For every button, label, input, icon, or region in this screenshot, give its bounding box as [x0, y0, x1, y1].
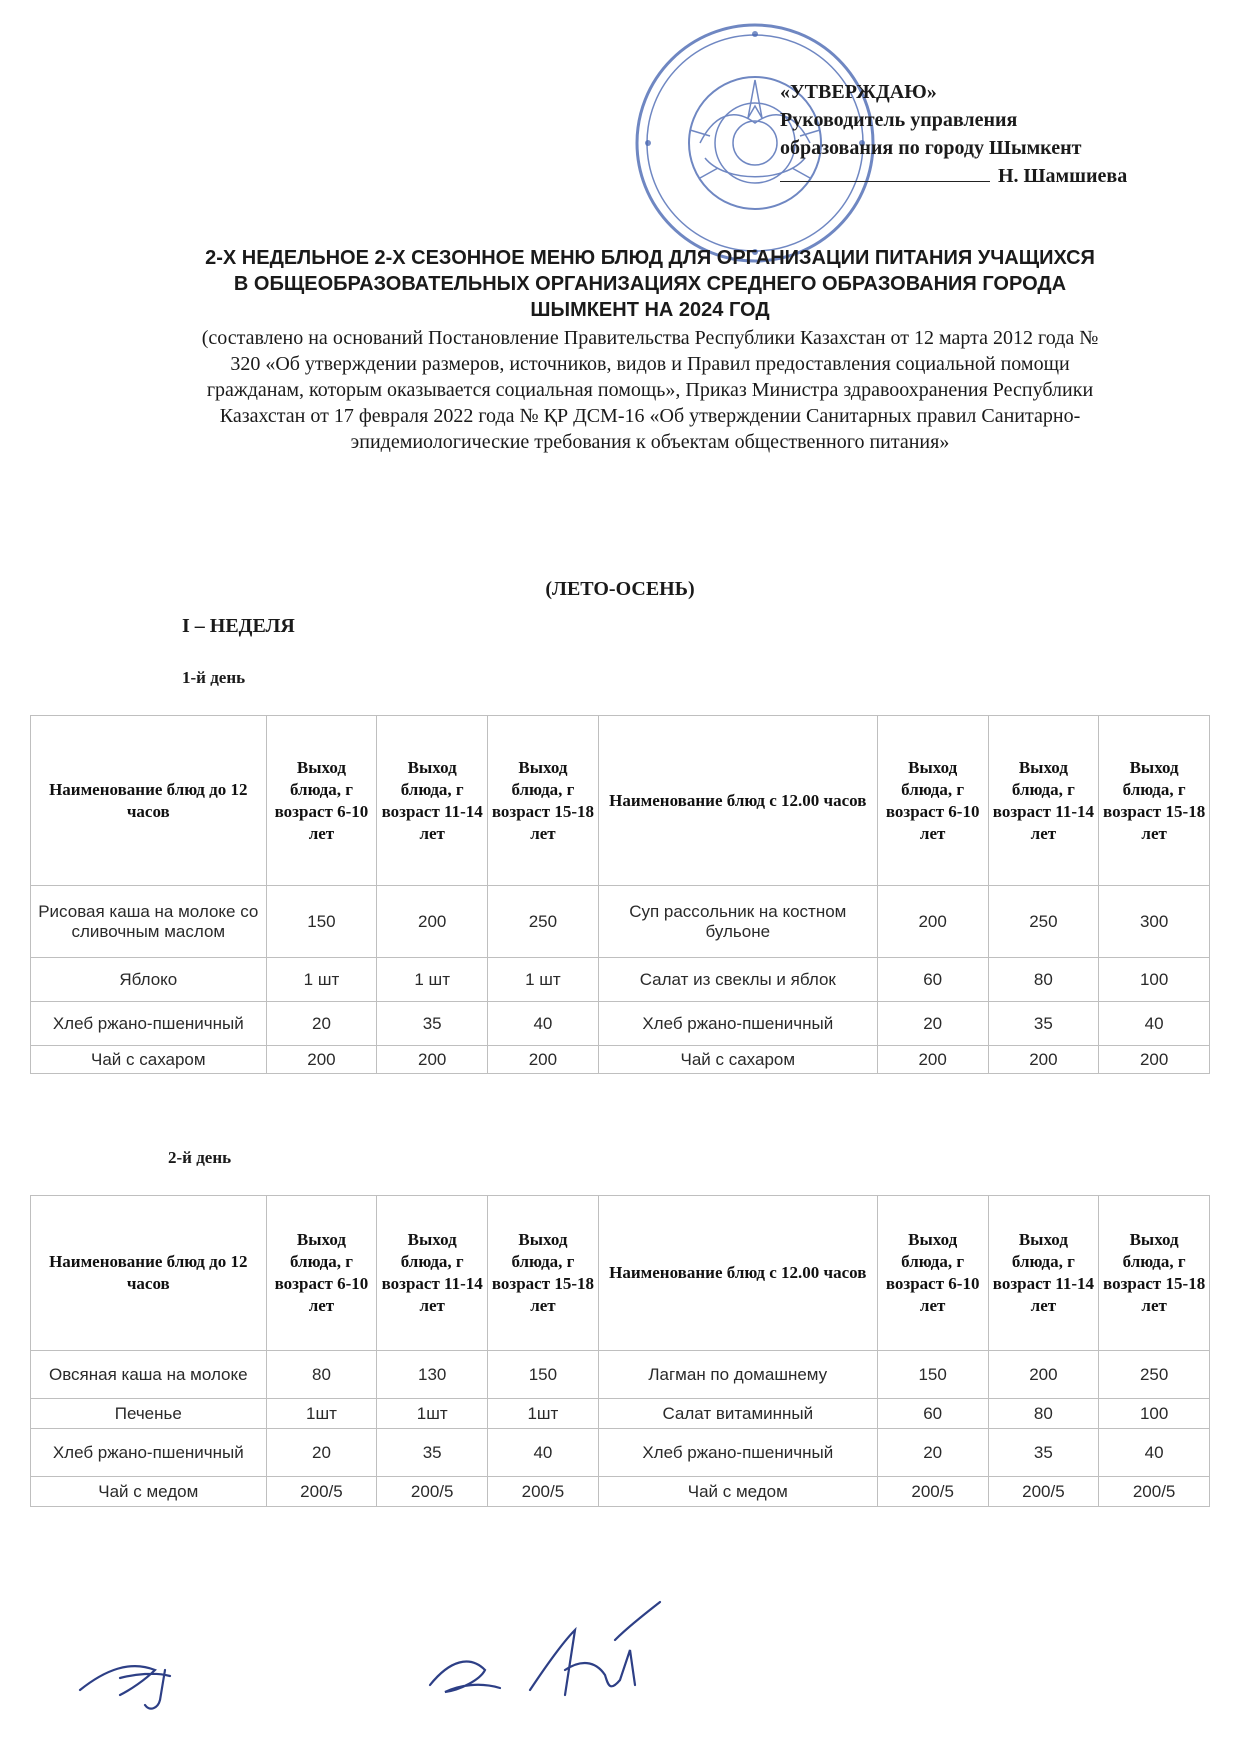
header-yield-11-14: Выход блюда, г возраст 11-14 лет — [377, 1196, 488, 1351]
yield-cell: 1 шт — [266, 958, 377, 1002]
dish-cell: Чай с медом — [598, 1477, 877, 1507]
approval-heading: «УТВЕРЖДАЮ» — [780, 81, 937, 103]
day-1-label: 1-й день — [182, 668, 246, 687]
yield-cell: 80 — [988, 1399, 1099, 1429]
menu-table-day-1 — [30, 715, 1210, 1074]
document-basis: (составлено на оснований Постановление Правительства Республики Казахстан от 12 марта 2012 года № 320 «Об утверждении размеров, источников, видов и Правил предоставления социальной помощи гражданам, которым оказывается социальная помощь», Приказ Министра здравоохранения Республики Казахстан от 17 февраля 2022 года № ҚР ДСМ-16 «Об утверждении Санитарных правил Санитарно-эпидемиологические требования к объектам общественного питания» — [201, 327, 1099, 453]
header-yield-15-18: Выход блюда, г возраст 15-18 лет — [1099, 1196, 1210, 1351]
approval-block — [780, 78, 1160, 190]
header-dish-after-12: Наименование блюд с 12.00 часов — [598, 1196, 877, 1351]
header-dish-before-12: Наименование блюд до 12 часов — [31, 1196, 267, 1351]
table-row — [31, 886, 1210, 958]
yield-cell: 80 — [266, 1351, 377, 1399]
yield-cell: 200 — [1099, 1046, 1210, 1074]
yield-cell: 20 — [266, 1002, 377, 1046]
yield-cell: 20 — [877, 1429, 988, 1477]
yield-cell: 130 — [377, 1351, 488, 1399]
yield-cell: 300 — [1099, 886, 1210, 958]
approval-position-line1: Руководитель управления — [780, 109, 1018, 131]
yield-cell: 80 — [988, 958, 1099, 1002]
header-dish-before-12: Наименование блюд до 12 часов — [31, 716, 267, 886]
yield-cell: 40 — [488, 1002, 599, 1046]
dish-cell: Хлеб ржано-пшеничный — [598, 1002, 877, 1046]
header-yield-11-14: Выход блюда, г возраст 11-14 лет — [988, 1196, 1099, 1351]
header-yield-6-10: Выход блюда, г возраст 6-10 лет — [266, 1196, 377, 1351]
yield-cell: 20 — [266, 1429, 377, 1477]
yield-cell: 250 — [1099, 1351, 1210, 1399]
dish-cell: Лагман по домашнему — [598, 1351, 877, 1399]
yield-cell: 250 — [488, 886, 599, 958]
signature-line — [780, 181, 990, 182]
yield-cell: 100 — [1099, 958, 1210, 1002]
table-row — [31, 1046, 1210, 1074]
yield-cell: 150 — [266, 886, 377, 958]
dish-cell: Чай с сахаром — [31, 1046, 267, 1074]
dish-cell: Чай с медом — [31, 1477, 267, 1507]
table-row — [31, 958, 1210, 1002]
yield-cell: 200/5 — [877, 1477, 988, 1507]
day-2-label: 2-й день — [168, 1148, 232, 1167]
yield-cell: 35 — [988, 1429, 1099, 1477]
yield-cell: 200 — [988, 1046, 1099, 1074]
approval-position-line2: образования по городу Шымкент — [780, 137, 1082, 159]
header-yield-11-14: Выход блюда, г возраст 11-14 лет — [988, 716, 1099, 886]
yield-cell: 1 шт — [488, 958, 599, 1002]
yield-cell: 200/5 — [988, 1477, 1099, 1507]
yield-cell: 200 — [377, 1046, 488, 1074]
yield-cell: 200/5 — [1099, 1477, 1210, 1507]
yield-cell: 200/5 — [488, 1477, 599, 1507]
yield-cell: 40 — [1099, 1002, 1210, 1046]
dish-cell: Овсяная каша на молоке — [31, 1351, 267, 1399]
yield-cell: 35 — [377, 1429, 488, 1477]
header-yield-6-10: Выход блюда, г возраст 6-10 лет — [266, 716, 377, 886]
header-yield-6-10: Выход блюда, г возраст 6-10 лет — [877, 1196, 988, 1351]
header-yield-15-18: Выход блюда, г возраст 15-18 лет — [488, 716, 599, 886]
dish-cell: Печенье — [31, 1399, 267, 1429]
header-yield-15-18: Выход блюда, г возраст 15-18 лет — [1099, 716, 1210, 886]
handwritten-signatures — [60, 1600, 780, 1720]
season-heading: (ЛЕТО-ОСЕНЬ) — [545, 578, 695, 600]
dish-cell: Яблоко — [31, 958, 267, 1002]
yield-cell: 150 — [877, 1351, 988, 1399]
header-yield-15-18: Выход блюда, г возраст 15-18 лет — [488, 1196, 599, 1351]
dish-cell: Салат из свеклы и яблок — [598, 958, 877, 1002]
dish-cell: Хлеб ржано-пшеничный — [31, 1429, 267, 1477]
dish-cell: Рисовая каша на молоке со сливочным маслом — [31, 886, 267, 958]
yield-cell: 200/5 — [377, 1477, 488, 1507]
table-row — [31, 1399, 1210, 1429]
yield-cell: 40 — [1099, 1429, 1210, 1477]
week-heading: I – НЕДЕЛЯ — [182, 615, 295, 637]
yield-cell: 20 — [877, 1002, 988, 1046]
yield-cell: 1шт — [266, 1399, 377, 1429]
header-yield-11-14: Выход блюда, г возраст 11-14 лет — [377, 716, 488, 886]
yield-cell: 35 — [377, 1002, 488, 1046]
yield-cell: 150 — [488, 1351, 599, 1399]
table-header-row — [31, 1196, 1210, 1351]
yield-cell: 100 — [1099, 1399, 1210, 1429]
table-row — [31, 1477, 1210, 1507]
dish-cell: Чай с сахаром — [598, 1046, 877, 1074]
yield-cell: 200 — [266, 1046, 377, 1074]
yield-cell: 60 — [877, 958, 988, 1002]
yield-cell: 250 — [988, 886, 1099, 958]
dish-cell: Салат витаминный — [598, 1399, 877, 1429]
yield-cell: 200 — [877, 1046, 988, 1074]
menu-table-day-2 — [30, 1195, 1210, 1507]
table-row — [31, 1002, 1210, 1046]
yield-cell: 40 — [488, 1429, 599, 1477]
yield-cell: 1шт — [377, 1399, 488, 1429]
dish-cell: Хлеб ржано-пшеничный — [31, 1002, 267, 1046]
table-row — [31, 1429, 1210, 1477]
approval-signature-row — [780, 162, 1160, 190]
dish-cell: Суп рассольник на костном бульоне — [598, 886, 877, 958]
approver-name: Н. Шамшиева — [998, 165, 1128, 187]
header-dish-after-12: Наименование блюд с 12.00 часов — [598, 716, 877, 886]
yield-cell: 200 — [488, 1046, 599, 1074]
header-yield-6-10: Выход блюда, г возраст 6-10 лет — [877, 716, 988, 886]
yield-cell: 200 — [377, 886, 488, 958]
table-header-row — [31, 716, 1210, 886]
yield-cell: 1 шт — [377, 958, 488, 1002]
document-title: 2-Х НЕДЕЛЬНОЕ 2-Х СЕЗОННОЕ МЕНЮ БЛЮД ДЛЯ ОРГАНИЗАЦИИ ПИТАНИЯ УЧАЩИХСЯ В ОБЩЕОБРАЗОВАТЕЛЬНЫХ ОРГАНИЗАЦИЯХ СРЕДНЕГО ОБРАЗОВАНИЯ ГОРОДА ШЫМКЕНТ НА 2024 ГОД — [205, 247, 1095, 321]
yield-cell: 200/5 — [266, 1477, 377, 1507]
yield-cell: 60 — [877, 1399, 988, 1429]
dish-cell: Хлеб ржано-пшеничный — [598, 1429, 877, 1477]
yield-cell: 35 — [988, 1002, 1099, 1046]
yield-cell: 200 — [988, 1351, 1099, 1399]
yield-cell: 200 — [877, 886, 988, 958]
yield-cell: 1шт — [488, 1399, 599, 1429]
table-row — [31, 1351, 1210, 1399]
